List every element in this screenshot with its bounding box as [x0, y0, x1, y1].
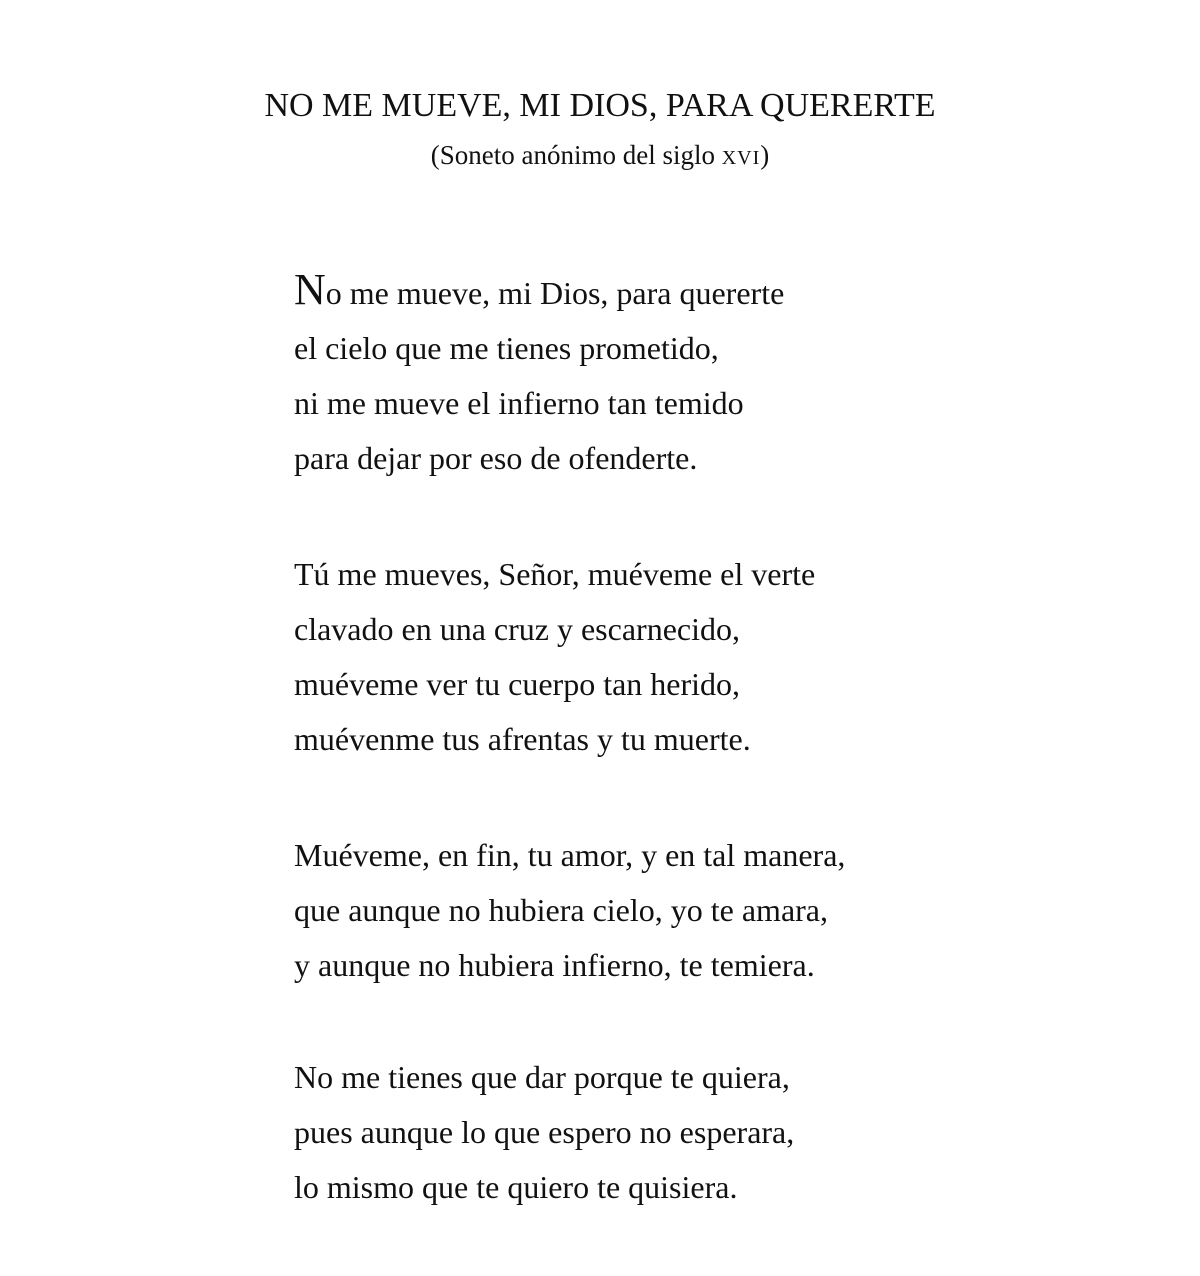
poem-subtitle [0, 137, 1200, 176]
verse-line: que aunque no hubiera cielo, yo te amara, [294, 892, 828, 928]
subtitle-text-before: (Soneto anónimo del siglo [430, 140, 722, 170]
verse-line: el cielo que me tienes prometido, [294, 330, 719, 366]
stanza-1 [294, 266, 1174, 486]
verse-line-rest: o me mueve, mi Dios, para quererte [325, 275, 785, 311]
stanza-4 [294, 1050, 1174, 1215]
verse-line: y aunque no hubiera infierno, te temiera. [294, 947, 815, 983]
stanza-2 [294, 547, 1174, 767]
verse-line: clavado en una cruz y escarnecido, [294, 611, 740, 647]
verse-line: No me tienes que dar porque te quiera, [294, 1059, 790, 1095]
verse-line: muéveme ver tu cuerpo tan herido, [294, 666, 741, 702]
subtitle-century: XVI [721, 147, 761, 169]
verse-line: pues aunque lo que espero no esperara, [294, 1114, 795, 1150]
poem-body [294, 266, 1174, 1276]
verse-line: ni me mueve el infierno tan temido [294, 385, 744, 421]
drop-cap: N [294, 265, 326, 314]
subtitle-text-after: ) [760, 140, 770, 170]
poem-title: NO ME MUEVE, MI DIOS, PARA QUERERTE [264, 87, 936, 124]
verse-line: Muéveme, en fin, tu amor, y en tal manera, [294, 837, 846, 873]
verse-line: muévenme tus afrentas y tu muerte. [294, 721, 751, 757]
verse-line: lo mismo que te quiero te quisiera. [294, 1169, 738, 1205]
verse-line: para dejar por eso de ofenderte. [294, 440, 698, 476]
verse-line [294, 266, 1174, 321]
stanza-3 [294, 828, 1174, 993]
verse-line: Tú me mueves, Señor, muéveme el verte [294, 556, 816, 592]
